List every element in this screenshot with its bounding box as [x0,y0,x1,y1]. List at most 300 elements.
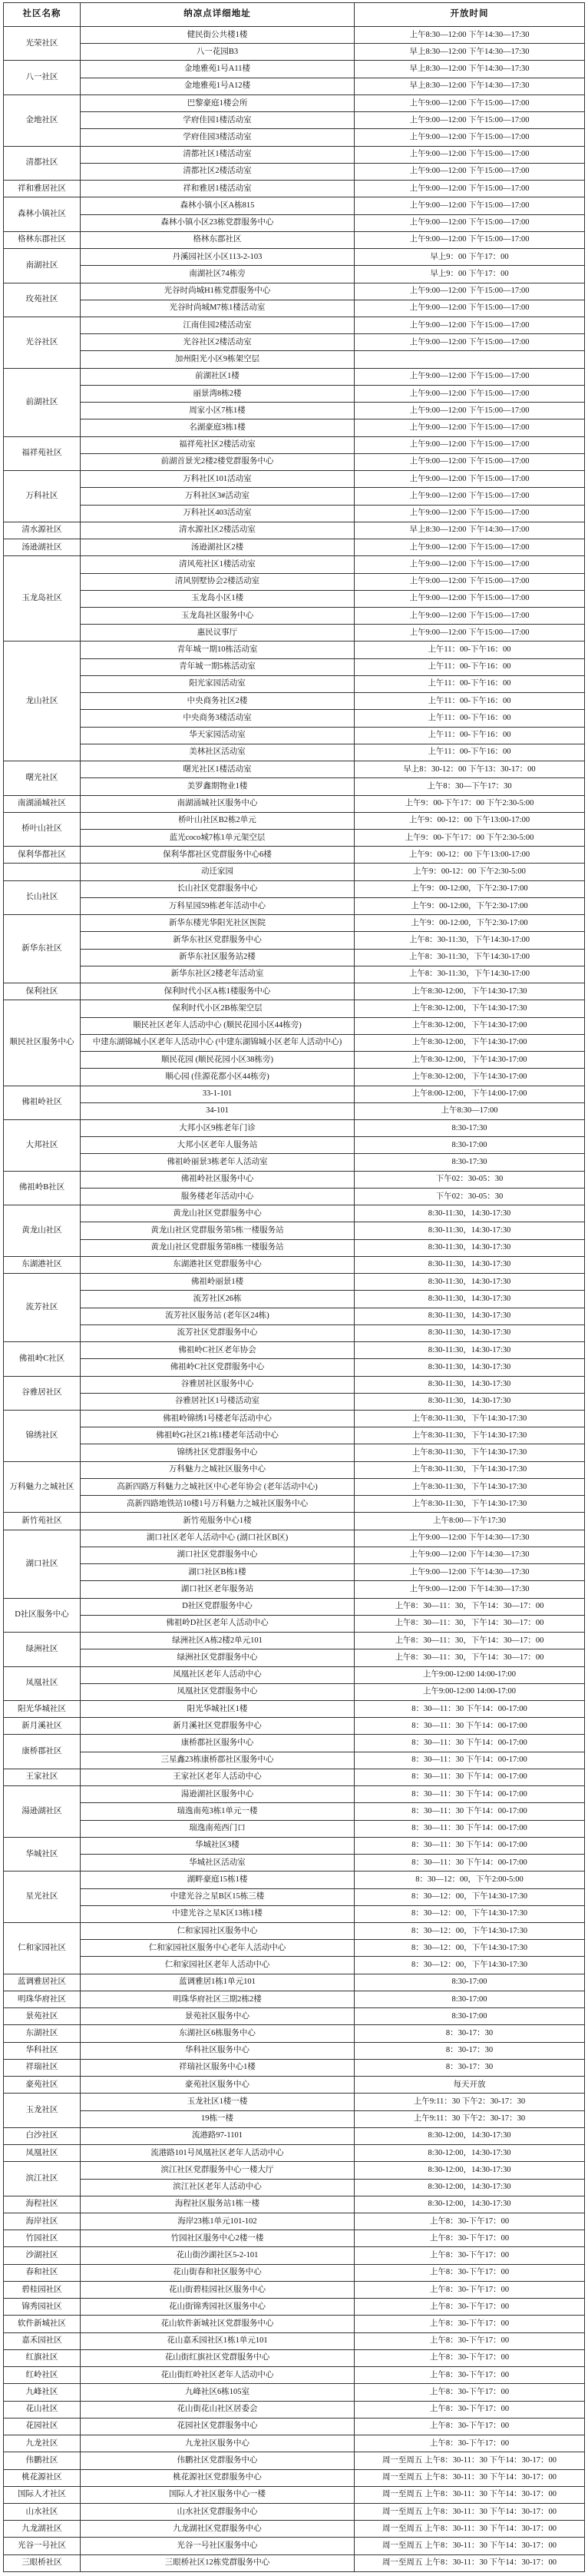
site-address-cell: 东湖社区6栋服务中心 [81,2025,355,2042]
site-address-cell: 九龙社区服务中心 [81,2435,355,2452]
opening-hours-cell: 上午9:00—12:00 下午15:00—17:00 [355,334,585,351]
table-row [4,744,585,761]
table-row [4,197,585,214]
community-name-cell: 玫苑社区 [4,283,81,317]
site-address-cell: 34-101 [81,1102,355,1119]
table-row [4,539,585,556]
table-row [4,642,585,658]
site-address-cell: 景苑社区服务中心 [81,2008,355,2025]
table-row [4,2042,585,2059]
opening-hours-cell: 上午9:00—12:00 下午15:00—17:00 [355,197,585,214]
table-row [4,2179,585,2196]
site-address-cell: 康桥郡社区服务中心 [81,1735,355,1752]
opening-hours-cell: 上午9:00—12:00 下午15:00—17:00 [355,231,585,248]
community-name-cell: 滨江社区 [4,2162,81,2196]
community-name-cell: 佛祖岭社区 [4,1086,81,1119]
table-row [4,1427,585,1444]
opening-hours-cell: 上午8：30—下午17：30 [355,778,585,795]
site-address-cell: 东湖港社区党群服务中心 [81,1256,355,1273]
site-address-cell: 佛祖岭C社区党群服务中心 [81,1359,355,1376]
site-address-cell: 海岸23栋1单元101-102 [81,2213,355,2230]
header-hours: 开放时间 [355,3,585,27]
opening-hours-cell: 上午9:00—12:00 下午15:00—17:00 [355,556,585,573]
table-row [4,847,585,864]
opening-hours-cell: 早上8:30—12:00 下午14:30—17:00 [355,522,585,539]
site-address-cell: 国际人才社区服务中心一楼 [81,2486,355,2503]
opening-hours-cell: 8：30—12：00，下午2:00-5:00 [355,1871,585,1888]
opening-hours-cell: 上午11：00-下午16：00 [355,658,585,675]
community-name-cell: 祥和雅居社区 [4,181,81,197]
site-address-cell: 豪苑社区服务中心 [81,2077,355,2094]
community-name-cell: 东湖社区 [4,2025,81,2042]
opening-hours-cell: 上午8：30-下午17：00 [355,2230,585,2247]
table-row [4,693,585,710]
table-row [4,1615,585,1632]
table-row [4,78,585,94]
site-address-cell: 湖口社区老年人活动中心 (湖口社区B区) [81,1530,355,1547]
site-address-cell: 华天家园活动室 [81,727,355,744]
table-row [4,1461,585,1478]
table-row [4,1034,585,1051]
site-address-cell: 青年城一期5栋活动室 [81,658,355,675]
table-row [4,522,585,539]
table-row [4,1376,585,1393]
opening-hours-cell: 上午9:00—12:00 下午15:00—17:00 [355,403,585,419]
site-address-cell: 高新四路地铁站10楼1号万科魅力之城社区服务中心 [81,1496,355,1513]
table-row [4,1342,585,1359]
opening-hours-cell: 8:30-11:30，14:30-17:30 [355,1376,585,1393]
table-row [4,949,585,966]
opening-hours-cell: 上午9：00-12：00 下午2:30-5:00 [355,864,585,880]
opening-hours-cell: 上午9:00—12:00 下午14:30—17:30 [355,1547,585,1563]
community-name-cell: 海程社区 [4,2196,81,2213]
community-name-cell: 格林东郡社区 [4,231,81,248]
site-address-cell: 花山街花山社区居委会 [81,2401,355,2418]
site-address-cell: 新华东社区2楼老年活动室 [81,966,355,983]
community-name-cell: 碧桂园社区 [4,2281,81,2298]
community-name-cell: D社区服务中心 [4,1598,81,1632]
table-row [4,1052,585,1069]
opening-hours-cell: 早上8:30—12:00 下午14:30—17:30 [355,61,585,78]
table-row [4,1581,585,1598]
table-row [4,966,585,983]
site-address-cell: 服务楼老年活动中心 [81,1188,355,1205]
site-address-cell: 佛祖岭社区服务中心 [81,1171,355,1188]
opening-hours-cell: 上午8:30-11:30，下午14:30-17:30 [355,1410,585,1427]
table-row [4,1786,585,1803]
community-name-cell: 嘉禾园社区 [4,2332,81,2349]
community-name-cell: 万科魅力之城社区 [4,1461,81,1513]
site-address-cell: 保利时代小区A栋1楼服务中心 [81,983,355,1000]
table-row [4,1598,585,1615]
opening-hours-cell: 周一至周五 上午8：30-11：30 下午14：30-17：00 [355,2469,585,2486]
community-name-cell: 阳光华城社区 [4,1700,81,1717]
table-row [4,1700,585,1717]
table-row [4,1957,585,1974]
site-address-cell: 33-1-101 [81,1086,355,1102]
opening-hours-cell: 周一至周五 上午8：30-11：30 下午14：30-17：00 [355,2452,585,2469]
site-address-cell: 动迁家园 [81,864,355,880]
community-name-cell: 三眼桥社区 [4,2554,81,2571]
opening-hours-cell: 8：30—11：30 下午14：00-17:00 [355,1700,585,1717]
opening-hours-cell: 上午9：00-下午17：00 下午2:30-5:00 [355,830,585,847]
table-row [4,2521,585,2538]
site-address-cell: 金地雅苑1号A12楼 [81,78,355,94]
community-name-cell: 光荣社区 [4,27,81,61]
table-row [4,2349,585,2366]
site-address-cell: 华科社区服务中心 [81,2042,355,2059]
community-name-cell: 景苑社区 [4,2008,81,2025]
community-name-cell: 玉龙社区 [4,2094,81,2127]
community-name-cell: 桥叶山社区 [4,812,81,846]
community-name-cell: 山水社区 [4,2503,81,2520]
site-address-cell: 湖口社区党群服务中心 [81,1547,355,1563]
site-address-cell: 学府佳园1楼活动室 [81,112,355,129]
opening-hours-cell: 上午9:00—12:00 下午15:00—17:00 [355,300,585,317]
site-address-cell: 光谷时尚城M7栋1楼活动室 [81,300,355,317]
opening-hours-cell: 上午8:30-12:00，下午14:30-17:00 [355,1052,585,1069]
site-address-cell: 瑞逸南苑3栋1单元一楼 [81,1803,355,1820]
community-name-cell: 新月溪社区 [4,1718,81,1735]
opening-hours-cell: 8：30—11：30 下午14：00-17:00 [355,1803,585,1820]
opening-hours-cell: 上午8：30-下午17：00 [355,2435,585,2452]
table-row [4,2196,585,2213]
site-address-cell: 惠民议事厅 [81,625,355,642]
site-address-cell: 花山软件新城社区党群服务中心 [81,2316,355,2332]
site-address-cell: 顺心园 (佳源花都小区44栋旁) [81,1069,355,1086]
table-row [4,2503,585,2520]
vaccination-site-table [3,2,585,2572]
site-address-cell: 巴黎豪庭1楼会所 [81,94,355,111]
table-row [4,1069,585,1086]
opening-hours-cell: 上午8:30-11:30，下午14:30-17:30 [355,1461,585,1478]
table-row [4,488,585,505]
opening-hours-cell: 8：30—11：30 下午14：00-17:00 [355,1855,585,1871]
opening-hours-cell: 上午9:00—12:00 下午15:00—17:00 [355,163,585,180]
site-address-cell: 汤逊湖社区2楼 [81,539,355,556]
opening-hours-cell: 上午9：00-下午17：00 下午2:30-5:00 [355,795,585,812]
community-name-cell: 九龙社区 [4,2435,81,2452]
table-row [4,231,585,248]
opening-hours-cell: 上午8:30-12:00，下午14:30-17:00 [355,1017,585,1034]
table-row [4,385,585,402]
table-row [4,94,585,111]
table-row [4,1410,585,1427]
community-name-cell: 新华东社区 [4,915,81,983]
table-row [4,1291,585,1308]
site-address-cell: 顺民花园 (顺民花园小区38栋旁) [81,1052,355,1069]
opening-hours-cell: 8：30—11：30 下午14：00-17:00 [355,1820,585,1837]
site-address-cell: 福祥苑社区2楼活动室 [81,436,355,453]
opening-hours-cell: 8:30-17:00 [355,2008,585,2025]
table-row [4,778,585,795]
table-header-row [4,3,585,27]
opening-hours-cell: 8：30-17：30 [355,2042,585,2059]
table-row [4,2145,585,2162]
table-row [4,2554,585,2571]
table-row [4,453,585,470]
table-row [4,505,585,522]
table-row [4,607,585,624]
site-address-cell: 海程社区服务站1栋一楼 [81,2196,355,2213]
table-row [4,181,585,197]
site-address-cell: 阳光家园活动室 [81,675,355,692]
opening-hours-cell: 上午9:00—12:00 下午15:00—17:00 [355,471,585,488]
opening-hours-cell: 上午8:00-12:00，下午14:00-17:00 [355,1086,585,1102]
site-address-cell: 大邦小区老年人服务站 [81,1137,355,1154]
community-name-cell: 沙湖社区 [4,2247,81,2264]
site-address-cell: 流芳社区26栋 [81,1291,355,1308]
table-row [4,1188,585,1205]
site-address-cell: 前湖社区1楼 [81,368,355,385]
table-row [4,1205,585,1222]
community-name-cell: 湖口社区 [4,1530,81,1598]
community-name-cell: 软件新城社区 [4,2316,81,2332]
table-row [4,658,585,675]
community-name-cell: 长山社区 [4,880,81,914]
site-address-cell: 九峰社区6栋105室 [81,2384,355,2401]
opening-hours-cell: 每天开放 [355,2077,585,2094]
community-name-cell: 伟鹏社区 [4,2452,81,2469]
opening-hours-cell: 上午11：00-下午16：00 [355,693,585,710]
table-row [4,1154,585,1171]
community-name-cell: 王家社区 [4,1769,81,1785]
site-address-cell: 佛祖岭C社区老年协会 [81,1342,355,1359]
site-address-cell: 江南佳园2楼活动室 [81,317,355,333]
table-row [4,1820,585,1837]
table-row [4,675,585,692]
table-row [4,710,585,727]
table-body [4,27,585,2572]
community-name-cell: 汤逊湖社区 [4,539,81,556]
opening-hours-cell: 8：30—11：30 下午14：00-17:00 [355,1769,585,1785]
site-address-cell: 王家社区老年人活动中心 [81,1769,355,1785]
site-address-cell: 南湖社区74栋旁 [81,266,355,283]
opening-hours-cell: 8:30-12:00，14:30-17:30 [355,2127,585,2144]
table-row [4,812,585,829]
site-address-cell: 流港路101号凤凰社区老年人活动中心 [81,2145,355,2162]
site-address-cell: 湖口社区老年服务站 [81,1581,355,1598]
site-address-cell: 凤凰社区党群服务中心 [81,1683,355,1700]
opening-hours-cell: 上午8:30-11:30，下午14:30-17:30 [355,1496,585,1513]
opening-hours-cell: 上午9:00—12:00 下午15:00—17:00 [355,573,585,590]
community-name-cell: 凤凰社区 [4,2145,81,2162]
community-name-cell [4,864,81,880]
community-name-cell: 凤凰社区 [4,1666,81,1700]
site-address-cell: 锦绣社区党群服务中心 [81,1444,355,1461]
site-address-cell: 清都社区2楼活动室 [81,163,355,180]
site-address-cell: 顺民社区老年人活动中心 (顺民花园小区44栋旁) [81,1017,355,1034]
site-address-cell: 青年城一期10栋活动室 [81,642,355,658]
site-address-cell: 花山街红岭社区老年人活动中心 [81,2367,355,2384]
opening-hours-cell: 8：30—11：30 下午14：00-17:00 [355,1735,585,1752]
table-row [4,2230,585,2247]
opening-hours-cell: 上午9:00—12:00 下午15:00—17:00 [355,112,585,129]
community-name-cell: 康桥郡社区 [4,1735,81,1769]
table-row [4,1359,585,1376]
site-address-cell: 山水社区党群服务中心 [81,2503,355,2520]
site-address-cell: 光谷社区2楼活动室 [81,334,355,351]
table-row [4,1137,585,1154]
table-row [4,590,585,607]
table-row [4,1478,585,1495]
table-row [4,2025,585,2042]
site-address-cell: 丽景湾8栋2楼 [81,385,355,402]
site-address-cell: 湖口社区B栋1楼 [81,1564,355,1581]
site-address-cell: 长山社区党群服务中心 [81,880,355,897]
site-address-cell: 新华东社区服务站2楼 [81,949,355,966]
table-row [4,419,585,436]
opening-hours-cell: 8:30-11:30，14:30-17:30 [355,1359,585,1376]
opening-hours-cell: 上午8:30-12:00，下午14:30-17:30 [355,983,585,1000]
opening-hours-cell: 上午8:30-11:30，下午14:30-17:30 [355,1427,585,1444]
table-row [4,573,585,590]
table-row [4,2299,585,2316]
opening-hours-cell: 上午9:00-12:00 14:00-17:00 [355,1683,585,1700]
table-row [4,2077,585,2094]
opening-hours-cell: 上午8:30—12:00 下午14:30—17:30 [355,27,585,44]
site-address-cell: 中建东湖锦城小区老年人活动中心 (中建东湖锦城小区老年人活动中心) [81,1034,355,1051]
table-row [4,146,585,163]
opening-hours-cell: 8:30-17:00 [355,1137,585,1154]
opening-hours-cell: 8：30—11：30 下午14：00-17:00 [355,1786,585,1803]
opening-hours-cell: 8:30-11:30，14:30-17:30 [355,1274,585,1291]
site-address-cell: 19栋一楼 [81,2110,355,2127]
community-name-cell: 竹园社区 [4,2230,81,2247]
opening-hours-cell: 上午9:00—12:00 下午15:00—17:00 [355,607,585,624]
opening-hours-cell: 上午9:00—12:00 下午15:00—17:00 [355,488,585,505]
site-address-cell: 八一花园B3 [81,44,355,61]
site-address-cell: 滨江社区党群服务中心一楼大厅 [81,2162,355,2179]
opening-hours-cell: 上午9:00—12:00 下午15:00—17:00 [355,505,585,522]
site-address-cell: 花山嘉禾园社区1栋1单元101 [81,2332,355,2349]
table-row [4,2281,585,2298]
table-row [4,1308,585,1324]
community-name-cell: 春和社区 [4,2264,81,2281]
opening-hours-cell: 下午02：30-05：30 [355,1188,585,1205]
opening-hours-cell: 上午9:00—12:00 下午15:00—17:00 [355,214,585,231]
table-row [4,864,585,880]
table-row [4,436,585,453]
table-row [4,1086,585,1102]
community-name-cell: 九峰社区 [4,2384,81,2401]
table-row [4,1855,585,1871]
table-row [4,1274,585,1291]
opening-hours-cell: 8:30-17:30 [355,1120,585,1137]
table-row [4,625,585,642]
opening-hours-cell: 上午8：30-下午17：00 [355,2247,585,2264]
site-address-cell: 名湖豪庭3栋1楼 [81,419,355,436]
opening-hours-cell: 上午8：30-11:30，下午14:30-17:00 [355,932,585,949]
site-address-cell: 中央商务3楼活动室 [81,710,355,727]
opening-hours-cell: 上午8：30-11:30，下午14:30-17:00 [355,949,585,966]
community-name-cell: 南湖社区 [4,249,81,283]
community-name-cell: 光谷一号社区 [4,2538,81,2554]
opening-hours-cell: 下午02：30-05：30 [355,1171,585,1188]
opening-hours-cell: 上午9：00-12：00 下午13:00-17:00 [355,812,585,829]
site-address-cell: 阳光华城社区1楼 [81,1700,355,1717]
table-row [4,2110,585,2127]
table-row [4,1017,585,1034]
opening-hours-cell: 上午9:00—12:00 下午15:00—17:00 [355,419,585,436]
site-address-cell: 花山街锦秀园社区服务中心 [81,2299,355,2316]
opening-hours-cell: 上午8：30—11：30，下午14：30—17：00 [355,1615,585,1632]
community-name-cell: 大邦社区 [4,1120,81,1172]
opening-hours-cell: 上午8:30-11:30，下午14:30-17:30 [355,1444,585,1461]
community-name-cell: 黄龙山社区 [4,1205,81,1257]
community-name-cell: 国际人才社区 [4,2486,81,2503]
table-row [4,2538,585,2554]
opening-hours-cell: 上午8:00—下午17:30 [355,1513,585,1530]
opening-hours-cell: 上午9:00—12:00 下午14:30—17:30 [355,1564,585,1581]
opening-hours-cell: 上午8:30—17:00 [355,1102,585,1119]
site-address-cell: 三星鑫23栋康桥郡社区服务中心 [81,1752,355,1769]
opening-hours-cell: 8:30-17:30 [355,1154,585,1171]
site-address-cell: 美林社区活动室 [81,744,355,761]
opening-hours-cell: 上午8：30-下午17：00 [355,2213,585,2230]
table-row [4,1496,585,1513]
community-name-cell: 曙光社区 [4,761,81,795]
table-row [4,1837,585,1854]
site-address-cell: 森林小镇小区23栋党群服务中心 [81,214,355,231]
site-address-cell: 光谷一号社区服务中心 [81,2538,355,2554]
opening-hours-cell: 8:30-11:30，14:30-17:30 [355,1205,585,1222]
site-address-cell: 谷雅居社区服务中心 [81,1376,355,1393]
opening-hours-cell: 上午8：30-下午17：00 [355,2384,585,2401]
site-address-cell: 新华东楼光华阳光社区医院 [81,915,355,932]
community-name-cell: 华城社区 [4,1837,81,1871]
table-row [4,932,585,949]
community-name-cell: 锦绣社区 [4,1410,81,1461]
community-name-cell: 海岸社区 [4,2213,81,2230]
table-row [4,283,585,300]
community-name-cell: 福祥苑社区 [4,436,81,470]
community-name-cell: 红旗社区 [4,2349,81,2366]
site-address-cell: 大邦小区9栋老年门诊 [81,1120,355,1137]
site-address-cell: 中建光谷之星B区15栋三楼 [81,1888,355,1905]
site-address-cell: 保利华都社区党群服务中心6楼 [81,847,355,864]
table-row [4,334,585,351]
site-address-cell: 仁和家园社区服务中心 [81,1923,355,1940]
opening-hours-cell: 上午8：30—11：30，下午14：30—17：00 [355,1598,585,1615]
table-row [4,1513,585,1530]
table-row [4,2332,585,2349]
community-name-cell: 九龙湖社区 [4,2521,81,2538]
community-name-cell: 祥瑞社区 [4,2059,81,2076]
table-row [4,897,585,914]
site-address-cell: 佛祖岭锦绣1号楼老年活动中心 [81,1410,355,1427]
table-row [4,163,585,180]
opening-hours-cell: 上午9：00-12:00，下午2:30-17:00 [355,880,585,897]
site-address-cell: 花山街红旗社区党群服务中心 [81,2349,355,2366]
table-row [4,915,585,932]
site-address-cell: 新月溪社区党群服务中心 [81,1718,355,1735]
table-row [4,830,585,847]
community-name-cell: 保利社区 [4,983,81,1000]
site-address-cell: 仁和家园社区服务中心老年人活动中心 [81,1940,355,1957]
site-address-cell: 祥和雅居1楼活动室 [81,181,355,197]
site-address-cell: 新华东社区党群服务中心 [81,932,355,949]
table-row [4,795,585,812]
site-address-cell: 保利时代小区2B栋架空层 [81,1000,355,1017]
site-address-cell: 丹溪园社区小区113-2-103 [81,249,355,266]
site-address-cell: 玉龙岛小区1楼 [81,590,355,607]
opening-hours-cell: 周一至周五 上午8：30-11：30 下午14：30-17：00 [355,2538,585,2554]
opening-hours-cell: 上午11：00-下午16：00 [355,744,585,761]
opening-hours-cell: 早上8：30-12：00 下午13：30-17：00 [355,761,585,778]
table-row [4,317,585,333]
community-name-cell: 白沙社区 [4,2127,81,2144]
